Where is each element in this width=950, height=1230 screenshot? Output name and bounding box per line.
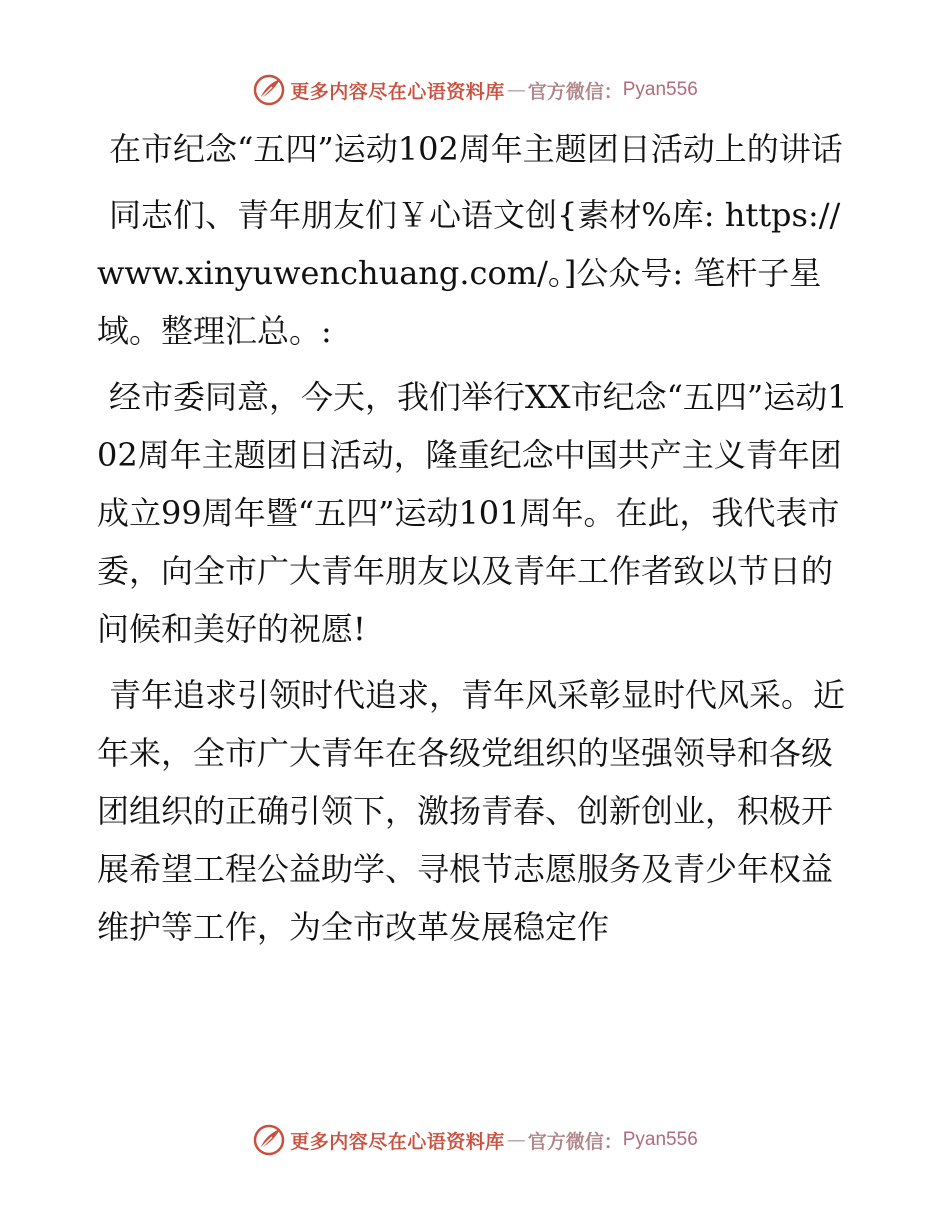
banner-wechat-id: Pyan556 (622, 79, 698, 100)
banner-wechat-label: 官方微信： (527, 1130, 623, 1153)
paragraph-greeting: 同志们、青年朋友们￥心语文创{素材%库: https://www.xinyuwenchuang.com/。]公众号: 笔杆子星域。整理汇总。: (97, 196, 841, 350)
header-banner (0, 70, 950, 110)
feather-pen-logo-icon (252, 1123, 286, 1157)
document-title: 在市纪念“五四”运动102周年主题团日活动上的讲话 (109, 130, 843, 168)
paragraph-intro: 经市委同意，今天，我们举行XX市纪念“五四”运动102周年主题团日活动，隆重纪念中国共产主义青年团成立99周年暨“五四”运动101周年。在此，我代表市委，向全市广大青年朋友以及青年工作者致以节日的问候和美好的祝愿! (97, 378, 848, 648)
banner-slogan: 更多内容尽在心语资料库 (290, 80, 505, 103)
banner-wechat-label: 官方微信： (527, 80, 623, 103)
banner-separator: — (506, 79, 526, 101)
document-body (97, 120, 849, 964)
banner-wechat-id: Pyan556 (622, 1129, 698, 1150)
banner-separator: — (506, 1129, 526, 1151)
footer-banner (0, 1120, 950, 1160)
paragraph-achievements: 青年追求引领时代追求，青年风采彰显时代风采。近年来，全市广大青年在各级党组织的坚强领导和各级团组织的正确引领下，激扬青春、创新创业，积极开展希望工程公益助学、寻根节志愿服务及青少年权益维护等工作，为全市改革发展稳定作 (97, 676, 846, 946)
feather-pen-logo-icon (252, 73, 286, 107)
banner-slogan: 更多内容尽在心语资料库 (290, 1130, 505, 1153)
